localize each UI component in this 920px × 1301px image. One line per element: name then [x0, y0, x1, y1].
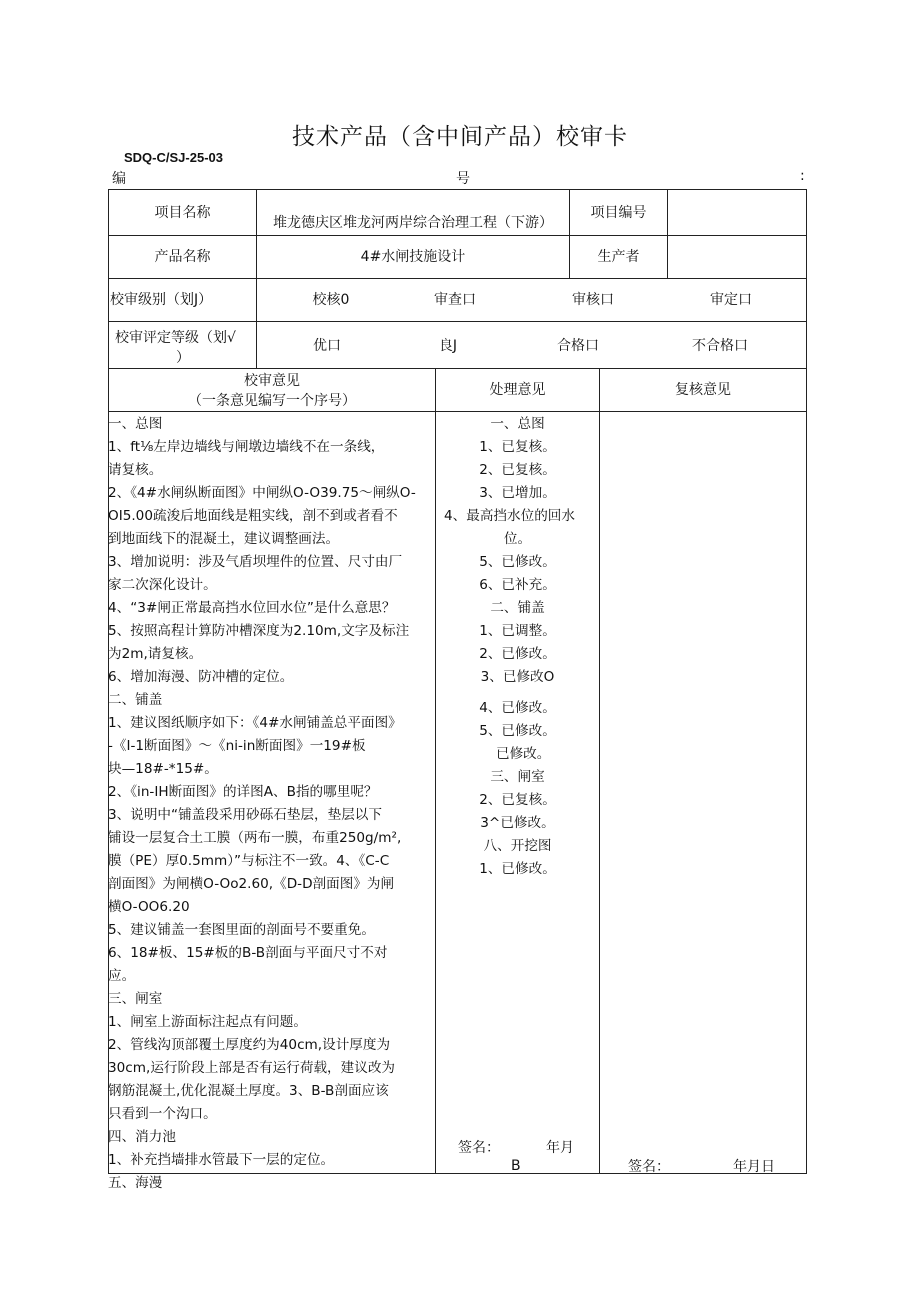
review-comment-line: 一、总图 — [108, 416, 163, 432]
product-name-value: 4#水闸技施设计 — [360, 249, 466, 265]
rating-option: 优口 — [313, 338, 341, 354]
handling-comment-line: 6、已补充。 — [479, 577, 556, 593]
review-comment-line: 到地面线下的混凝土，建议调整画法。 — [108, 531, 340, 547]
rating-label-line2: ） — [176, 350, 190, 366]
handling-comment-line: 5、已修改。 — [479, 554, 556, 570]
handling-comment-line: 1、已复核。 — [479, 439, 556, 455]
review-comment-line: 5、按照高程计算防冲槽深度为2.10m,文字及标注 — [108, 623, 410, 639]
review-level-option: 审定口 — [710, 292, 752, 308]
review-level-label: 校审级别（划J） — [110, 292, 213, 308]
handling-comment-line: 位。 — [503, 531, 532, 547]
handling-comment-line: 3、已增加。 — [479, 485, 556, 501]
review-comment-line: 6、18#板、15#板的B-B剖面与平面尺寸不对 — [108, 945, 388, 961]
product-name-label: 产品名称 — [154, 249, 211, 265]
col-review-title: 校审意见 — [244, 373, 300, 389]
handling-comment-line: 2、已修改。 — [479, 646, 556, 662]
handling-comment-line: 3^已修改。 — [480, 815, 555, 831]
handling-comment-line: 八、开挖图 — [483, 838, 552, 854]
handling-comment-line: 5、已修改。 — [479, 723, 556, 739]
col-recheck-header: 复核意见 — [675, 382, 731, 398]
handling-comment-line: 4、已修改。 — [479, 700, 556, 716]
col-review-subtitle: （一条意见编写一个序号） — [188, 393, 356, 409]
review-level-option: 校核0 — [312, 292, 350, 308]
review-level-option: 审核口 — [572, 292, 614, 308]
rating-option: 合格口 — [557, 338, 599, 354]
review-comment-line: 三、闸室 — [108, 991, 163, 1007]
review-comment-line: 为2m,请复核。 — [108, 646, 203, 662]
rating-option: 不合格口 — [692, 338, 748, 354]
project-name-label: 项目名称 — [154, 204, 211, 221]
page-title: 技术产品（含中间产品）校审卡 — [292, 124, 628, 150]
handling-sign-label: 签名： — [458, 1140, 500, 1156]
table-border-right — [806, 189, 807, 1174]
review-comment-line: 膜（PE）厚0.5mm）”与标注不一致。4、《C-C — [108, 853, 390, 869]
handling-comments-list — [436, 413, 599, 881]
review-comment-line: 块—18#-*15#。 — [108, 761, 218, 777]
handling-comment-line: 2、已复核。 — [479, 792, 556, 808]
review-comment-line: OI5.00疏浚后地面线是粗实线，剖不到或者看不 — [108, 508, 398, 524]
review-comment-line: 2、《in-IH断面图》的详图A、B指的哪里呢？ — [108, 784, 378, 800]
handling-comment-line: 2、已复核。 — [479, 462, 556, 478]
numbering-label-end: 号 — [456, 171, 470, 187]
producer-label: 生产者 — [597, 249, 640, 265]
rating-option: 良J — [438, 338, 458, 354]
review-comment-line: 铺设一层复合土工膜（两布一膜，布重250g∕m², — [108, 830, 402, 846]
review-comment-line: 钢筋混凝土,优化混凝土厚度。3、B-B剖面应该 — [108, 1083, 389, 1099]
review-comment-line: 2、《4#水闸纵断面图》中闸纵O-O39.75〜闸纵O- — [108, 485, 416, 501]
col-review-header — [109, 371, 435, 411]
producer-value — [668, 236, 806, 278]
table-rule — [599, 368, 600, 1174]
review-comments-list — [108, 413, 435, 1195]
rating-label-line1: 校审评定等级（划√ — [115, 330, 236, 346]
review-comment-line: 30cm,运行阶段上部是否有运行荷载，建议改为 — [108, 1060, 396, 1076]
recheck-sign-label: 签名： — [628, 1159, 670, 1175]
col-handling-header: 处理意见 — [489, 382, 546, 398]
review-comment-line: 2、管线沟顶部覆土厚度约为40cm,设计厚度为 — [108, 1037, 391, 1053]
project-name-value: 堆龙德庆区堆龙河两岸综合治理工程（下游） — [273, 214, 553, 231]
project-number-label: 项目编号 — [590, 204, 647, 221]
review-comment-line: 6、增加海漫、防冲槽的定位。 — [108, 669, 294, 685]
handling-comment-line: 3、已修改O — [480, 669, 555, 685]
project-number-value — [668, 190, 806, 235]
numbering-colon: : — [800, 168, 805, 184]
recheck-date-label: 年月日 — [733, 1159, 775, 1175]
table-rule — [108, 411, 807, 412]
review-comment-line: 二、铺盖 — [108, 692, 163, 708]
review-comment-line: 1、建议图纸顺序如下：《4#水闸铺盖总平面图》 — [108, 715, 402, 731]
handling-comment-line: 二、铺盖 — [490, 600, 545, 616]
review-level-option: 审查口 — [434, 292, 476, 308]
review-comment-line: 3、说明中“铺盖段采用砂砾石垫层，垫层以下 — [108, 807, 382, 823]
review-comment-line: 1、补充挡墙排水管最下一层的定位。 — [108, 1152, 335, 1168]
table-rule — [108, 321, 807, 322]
review-comment-line: 请复核。 — [108, 462, 163, 478]
review-comment-line: 3、增加说明：涉及气盾坝埋件的位置、尺寸由厂 — [108, 554, 403, 570]
handling-date-day: B — [511, 1158, 521, 1174]
handling-date-label: 年月 — [546, 1140, 574, 1156]
review-comment-line: 应。 — [108, 968, 136, 984]
handling-comment-line: 已修改。 — [496, 746, 551, 762]
review-comment-line: 1、闸室上游面标注起点有问题。 — [108, 1014, 307, 1030]
review-comment-line: 剖面图》为闸横O-Oo2.60,《D-D剖面图》为闸 — [108, 876, 395, 892]
handling-comment-line: 1、已调整。 — [479, 623, 556, 639]
numbering-label-start: 编 — [112, 171, 126, 187]
handling-comment-line: 4、最高挡水位的回水 — [444, 508, 575, 524]
review-comment-line: 横O-OO6.20 — [108, 899, 190, 915]
review-comment-line: 四、消力池 — [108, 1129, 176, 1145]
document-code: SDQ-C/SJ-25-03 — [124, 150, 223, 165]
handling-comment-line: 三、闸室 — [490, 769, 545, 785]
review-comment-line: 1、ft⅛左岸边墙线与闸墩边墙线不在一条线， — [108, 439, 385, 455]
review-comment-line: 只看到一个沟口。 — [108, 1106, 217, 1122]
handling-comment-line: 1、已修改。 — [479, 861, 556, 877]
review-comment-line: 4、“3#闸正常最高挡水位回水位”是什么意思？ — [108, 600, 396, 616]
handling-comment-line: 一、总图 — [490, 416, 545, 432]
review-comment-line: 5、建议铺盖一套图里面的剖面号不要重免。 — [108, 922, 375, 938]
review-comment-line: 家二次深化设计。 — [108, 577, 217, 593]
review-comment-line: -《I-1断面图》〜《ni-in断面图》一19#板 — [108, 738, 366, 754]
review-comment-line: 五、海漫 — [108, 1175, 163, 1191]
